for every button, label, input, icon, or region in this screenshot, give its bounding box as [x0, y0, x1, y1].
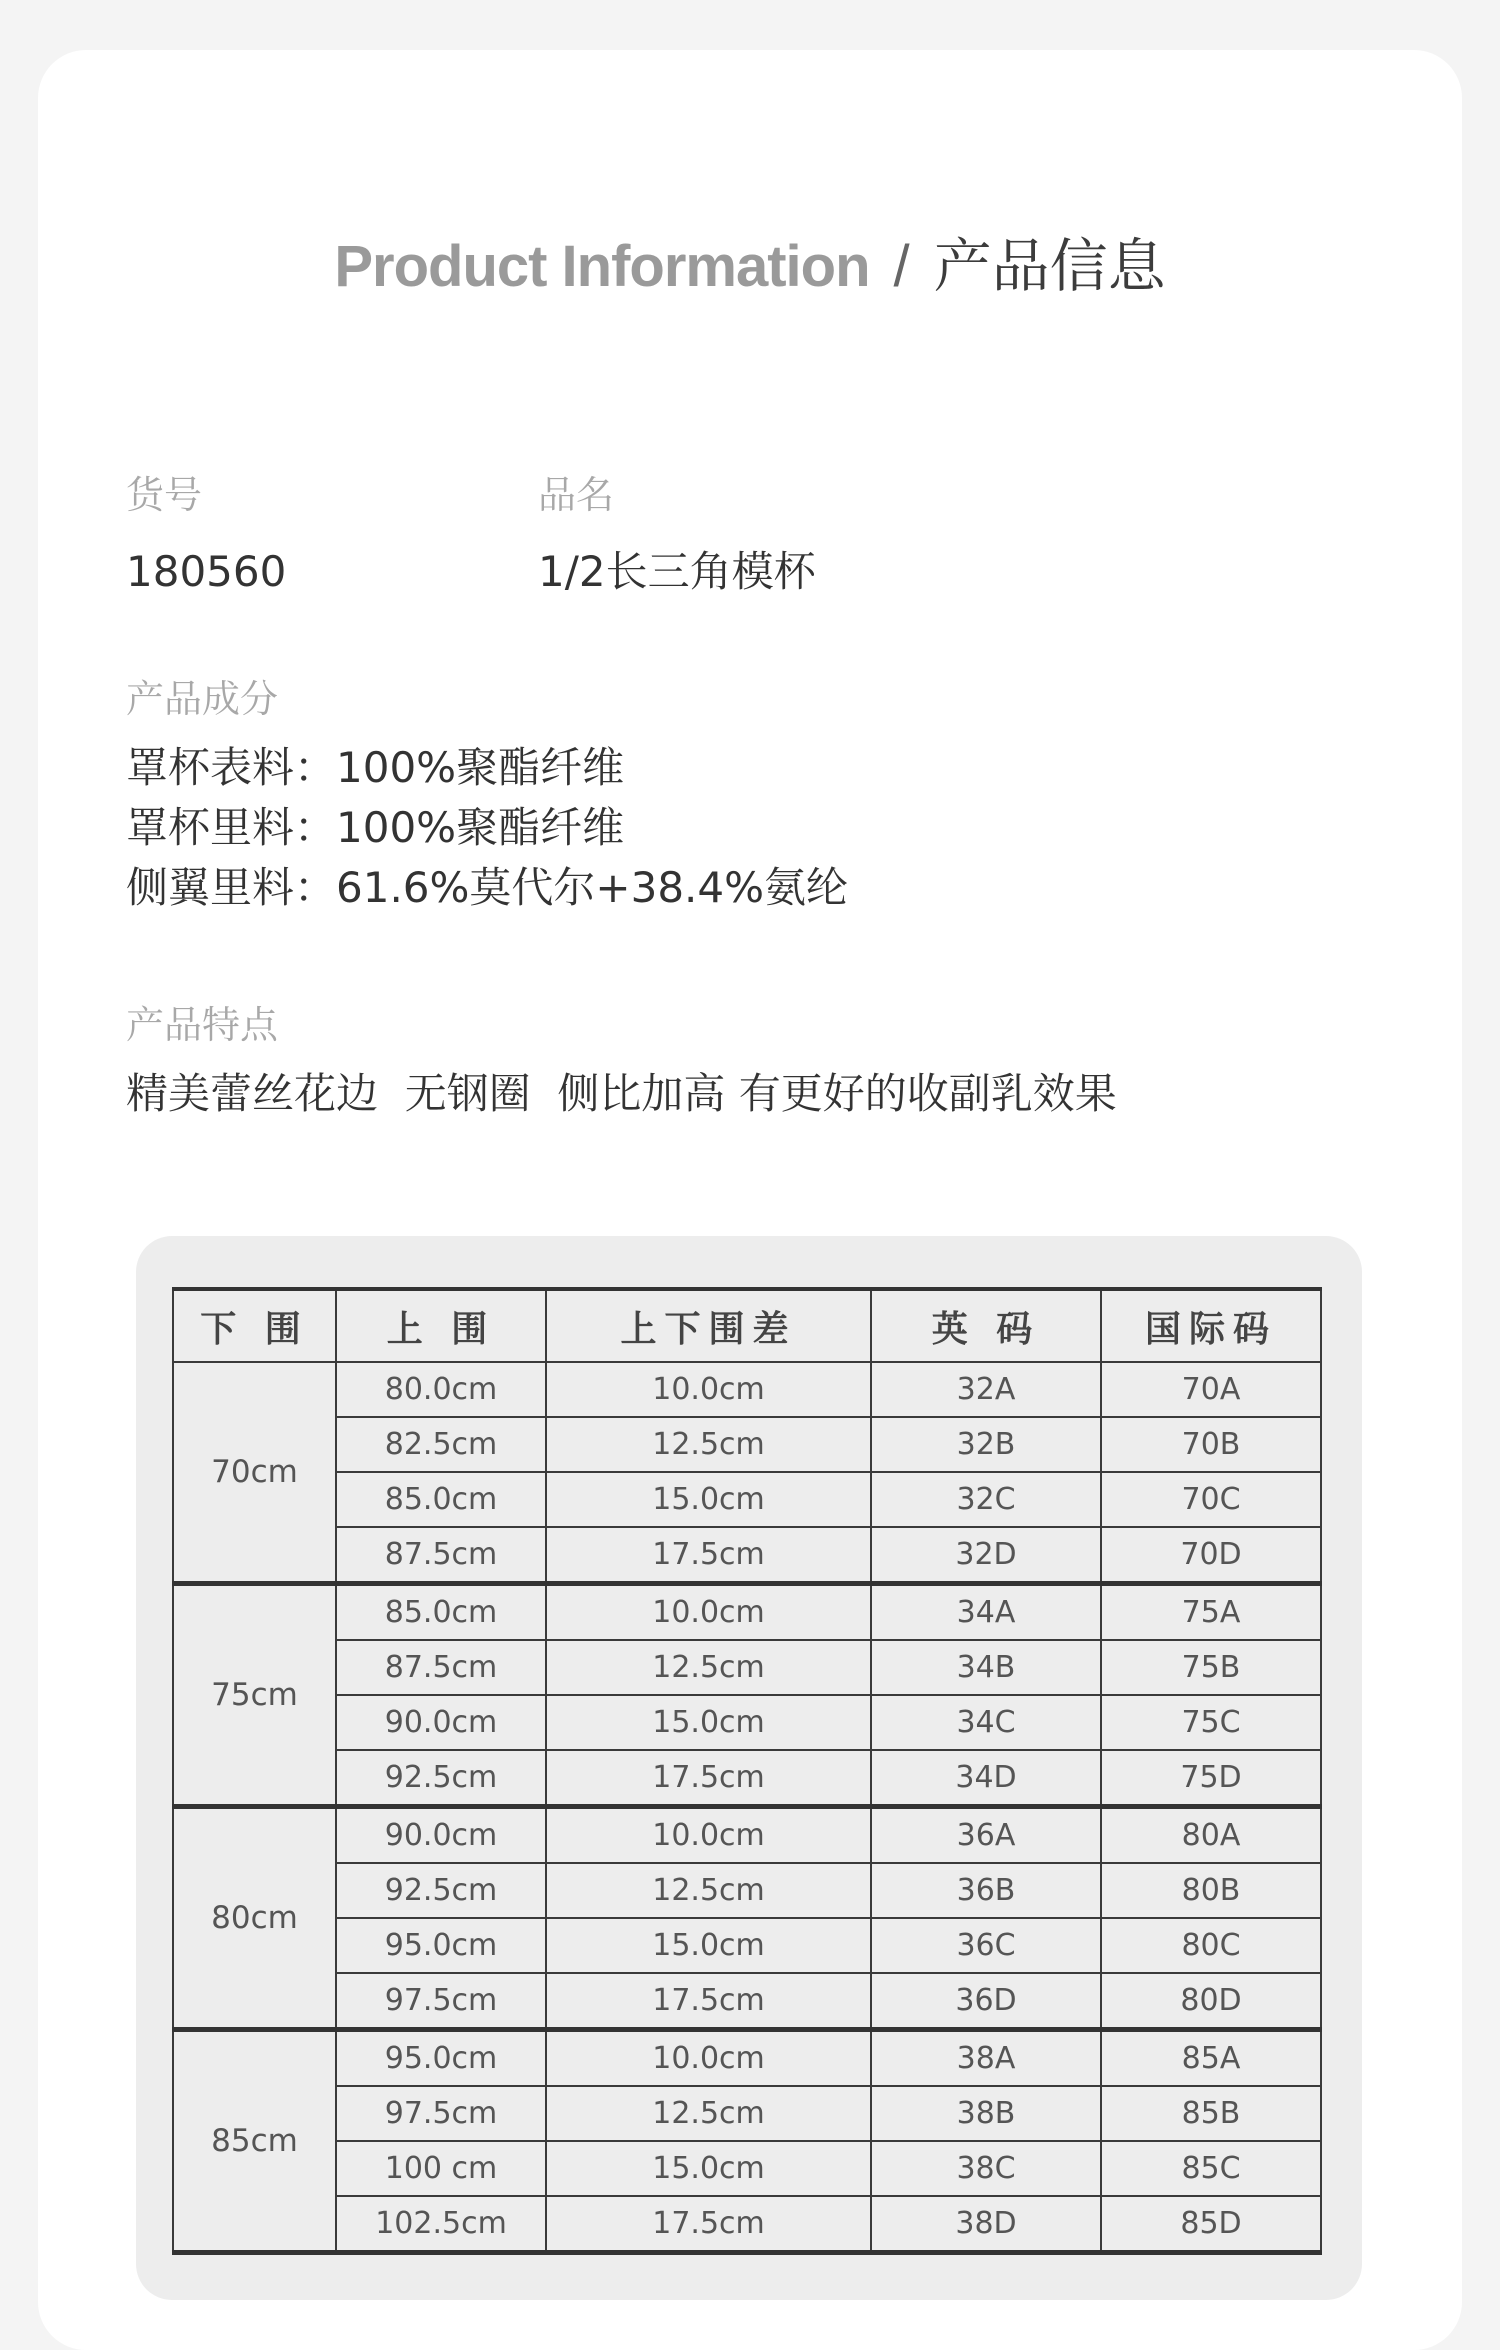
intl-size-cell: 75A — [1101, 1584, 1321, 1641]
uk-size-cell: 34C — [871, 1695, 1101, 1750]
intl-size-cell: 70C — [1101, 1472, 1321, 1527]
header-underbust: 下 围 — [173, 1289, 336, 1362]
difference-cell: 17.5cm — [546, 1750, 871, 1807]
title-separator: / — [893, 234, 910, 299]
intl-size-cell: 80C — [1101, 1918, 1321, 1973]
bust-cell: 90.0cm — [336, 1695, 546, 1750]
composition-line: 侧翼里料：61.6%莫代尔+38.4%氨纶 — [126, 863, 849, 912]
difference-cell: 10.0cm — [546, 1362, 871, 1417]
difference-cell: 17.5cm — [546, 1973, 871, 2030]
uk-size-cell: 36D — [871, 1973, 1101, 2030]
table-row — [173, 1527, 1321, 1584]
intl-size-cell: 70D — [1101, 1527, 1321, 1584]
bust-cell: 92.5cm — [336, 1863, 546, 1918]
underbust-cell: 70cm — [173, 1362, 336, 1584]
bust-cell: 85.0cm — [336, 1472, 546, 1527]
intl-size-cell: 80B — [1101, 1863, 1321, 1918]
uk-size-cell: 34D — [871, 1750, 1101, 1807]
difference-cell: 10.0cm — [546, 2030, 871, 2087]
difference-cell: 15.0cm — [546, 2141, 871, 2196]
intl-size-cell: 85D — [1101, 2196, 1321, 2253]
difference-cell: 15.0cm — [546, 1695, 871, 1750]
underbust-cell: 80cm — [173, 1807, 336, 2030]
table-row — [173, 1750, 1321, 1807]
difference-cell: 12.5cm — [546, 1640, 871, 1695]
features-label: 产品特点 — [126, 1003, 279, 1047]
underbust-cell: 85cm — [173, 2030, 336, 2253]
underbust-cell: 75cm — [173, 1584, 336, 1807]
table-row — [173, 2196, 1321, 2253]
bust-cell: 97.5cm — [336, 2086, 546, 2141]
bust-cell: 80.0cm — [336, 1362, 546, 1417]
table-row — [173, 1973, 1321, 2030]
intl-size-cell: 85A — [1101, 2030, 1321, 2087]
intl-size-cell: 85C — [1101, 2141, 1321, 2196]
header-uk-size: 英 码 — [871, 1289, 1101, 1362]
table-row — [173, 1417, 1321, 1472]
table-row — [173, 1807, 1321, 1864]
sku-value: 180560 — [126, 547, 287, 596]
bust-cell: 95.0cm — [336, 2030, 546, 2087]
difference-cell: 15.0cm — [546, 1472, 871, 1527]
bust-cell: 100 cm — [336, 2141, 546, 2196]
bust-cell: 97.5cm — [336, 1973, 546, 2030]
difference-cell: 17.5cm — [546, 2196, 871, 2253]
header-intl-size: 国际码 — [1101, 1289, 1321, 1362]
table-row — [173, 2086, 1321, 2141]
table-row — [173, 2141, 1321, 2196]
intl-size-cell: 70B — [1101, 1417, 1321, 1472]
intl-size-cell: 75B — [1101, 1640, 1321, 1695]
page-title — [0, 226, 1500, 307]
composition-label: 产品成分 — [126, 677, 279, 721]
intl-size-cell: 80D — [1101, 1973, 1321, 2030]
table-row — [173, 1695, 1321, 1750]
uk-size-cell: 38A — [871, 2030, 1101, 2087]
bust-cell: 90.0cm — [336, 1807, 546, 1864]
table-row — [173, 1584, 1321, 1641]
difference-cell: 12.5cm — [546, 1863, 871, 1918]
difference-cell: 12.5cm — [546, 1417, 871, 1472]
table-row — [173, 1472, 1321, 1527]
product-name-value: 1/2长三角模杯 — [538, 547, 816, 596]
uk-size-cell: 32B — [871, 1417, 1101, 1472]
features-value: 精美蕾丝花边 无钢圈 侧比加高 有更好的收副乳效果 — [126, 1069, 1117, 1118]
uk-size-cell: 32D — [871, 1527, 1101, 1584]
intl-size-cell: 75C — [1101, 1695, 1321, 1750]
bust-cell: 85.0cm — [336, 1584, 546, 1641]
page-title-en: Product Information — [334, 234, 870, 299]
bust-cell: 87.5cm — [336, 1527, 546, 1584]
difference-cell: 15.0cm — [546, 1918, 871, 1973]
uk-size-cell: 36A — [871, 1807, 1101, 1864]
table-row — [173, 1918, 1321, 1973]
uk-size-cell: 36B — [871, 1863, 1101, 1918]
header-difference: 上下围差 — [546, 1289, 871, 1362]
header-bust: 上 围 — [336, 1289, 546, 1362]
table-row — [173, 1362, 1321, 1417]
composition-line: 罩杯表料：100%聚酯纤维 — [126, 743, 625, 792]
table-row — [173, 2030, 1321, 2087]
bust-cell: 87.5cm — [336, 1640, 546, 1695]
uk-size-cell: 34A — [871, 1584, 1101, 1641]
difference-cell: 10.0cm — [546, 1807, 871, 1864]
difference-cell: 17.5cm — [546, 1527, 871, 1584]
page-title-cn: 产品信息 — [933, 232, 1166, 300]
difference-cell: 10.0cm — [546, 1584, 871, 1641]
intl-size-cell: 80A — [1101, 1807, 1321, 1864]
uk-size-cell: 38C — [871, 2141, 1101, 2196]
intl-size-cell: 70A — [1101, 1362, 1321, 1417]
bust-cell: 82.5cm — [336, 1417, 546, 1472]
bust-cell: 102.5cm — [336, 2196, 546, 2253]
difference-cell: 12.5cm — [546, 2086, 871, 2141]
uk-size-cell: 38B — [871, 2086, 1101, 2141]
uk-size-cell: 36C — [871, 1918, 1101, 1973]
uk-size-cell: 32C — [871, 1472, 1101, 1527]
intl-size-cell: 75D — [1101, 1750, 1321, 1807]
uk-size-cell: 34B — [871, 1640, 1101, 1695]
bust-cell: 95.0cm — [336, 1918, 546, 1973]
bust-cell: 92.5cm — [336, 1750, 546, 1807]
intl-size-cell: 85B — [1101, 2086, 1321, 2141]
composition-line: 罩杯里料：100%聚酯纤维 — [126, 803, 625, 852]
size-chart-table — [172, 1287, 1322, 2255]
table-row — [173, 1640, 1321, 1695]
table-header-row — [173, 1289, 1321, 1362]
sku-label: 货号 — [126, 473, 203, 517]
uk-size-cell: 32A — [871, 1362, 1101, 1417]
table-row — [173, 1863, 1321, 1918]
uk-size-cell: 38D — [871, 2196, 1101, 2253]
product-name-label: 品名 — [538, 473, 615, 517]
